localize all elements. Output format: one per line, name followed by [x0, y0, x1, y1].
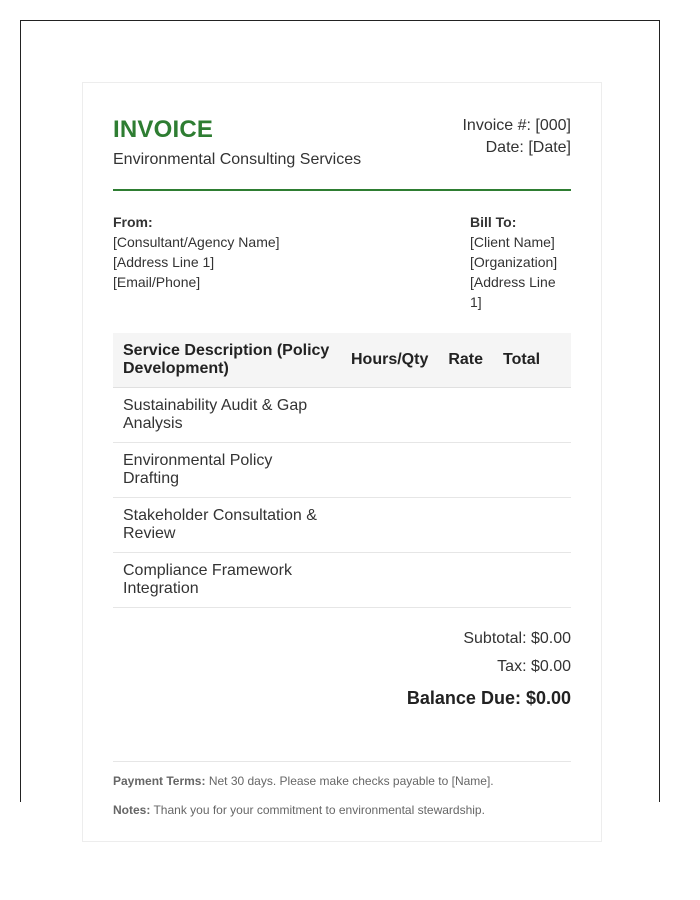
- service-total: [493, 388, 571, 443]
- table-row: [113, 498, 571, 553]
- bill-to-line: [Address Line 1]: [470, 274, 556, 310]
- payment-terms: [113, 774, 571, 788]
- service-rate: [438, 553, 493, 608]
- from-line: [Consultant/Agency Name]: [113, 234, 280, 250]
- service-description: Environmental Policy Drafting: [113, 443, 341, 498]
- invoice-footer: [113, 761, 571, 817]
- service-hours: [341, 553, 438, 608]
- invoice-meta: [462, 115, 571, 159]
- from-block: [113, 212, 280, 312]
- payment-terms-label: Payment Terms:: [113, 774, 206, 788]
- bill-to-label: Bill To:: [470, 214, 517, 230]
- service-hours: [341, 443, 438, 498]
- service-total: [493, 443, 571, 498]
- service-total: [493, 553, 571, 608]
- table-row: [113, 388, 571, 443]
- table-row: [113, 553, 571, 608]
- invoice-date: Date: [Date]: [485, 139, 571, 156]
- document-frame: [20, 20, 660, 817]
- column-header-description: Service Description (Policy Development): [113, 333, 341, 388]
- notes-text: Thank you for your commitment to environmental stewardship.: [150, 803, 485, 817]
- tax: Tax: $0.00: [497, 658, 571, 675]
- invoice-title: INVOICE: [113, 116, 214, 143]
- column-header-rate: Rate: [438, 333, 493, 388]
- payment-terms-text: Net 30 days. Please make checks payable to [Name].: [205, 774, 494, 788]
- invoice-content: [113, 115, 571, 832]
- services-table: [113, 333, 571, 608]
- from-label: From:: [113, 214, 153, 230]
- table-header-row: [113, 333, 571, 388]
- invoice-heading: [113, 115, 361, 169]
- invoice-paper: [82, 82, 602, 842]
- subtotal: Subtotal: $0.00: [463, 630, 571, 647]
- invoice-subtitle: Environmental Consulting Services: [113, 151, 362, 168]
- table-row: [113, 443, 571, 498]
- from-line: [Address Line 1]: [113, 254, 215, 270]
- notes: [113, 803, 571, 817]
- parties-section: [113, 212, 571, 312]
- column-header-total: Total: [493, 333, 571, 388]
- totals-section: [113, 629, 571, 709]
- service-rate: [438, 388, 493, 443]
- invoice-number: Invoice #: [000]: [462, 117, 571, 134]
- service-total: [493, 498, 571, 553]
- service-hours: [341, 388, 438, 443]
- from-line: [Email/Phone]: [113, 274, 201, 290]
- service-description: Compliance Framework Integration: [113, 553, 341, 608]
- service-rate: [438, 443, 493, 498]
- service-description: Sustainability Audit & Gap Analysis: [113, 388, 341, 443]
- column-header-hours: Hours/Qty: [341, 333, 438, 388]
- balance-due: Balance Due: $0.00: [406, 688, 571, 708]
- service-description: Stakeholder Consultation & Review: [113, 498, 341, 553]
- notes-label: Notes:: [113, 803, 151, 817]
- service-hours: [341, 498, 438, 553]
- bill-to-block: [470, 212, 571, 312]
- invoice-header: [113, 115, 571, 191]
- bill-to-line: [Client Name]: [470, 234, 555, 250]
- bill-to-line: [Organization]: [470, 254, 558, 270]
- service-rate: [438, 498, 493, 553]
